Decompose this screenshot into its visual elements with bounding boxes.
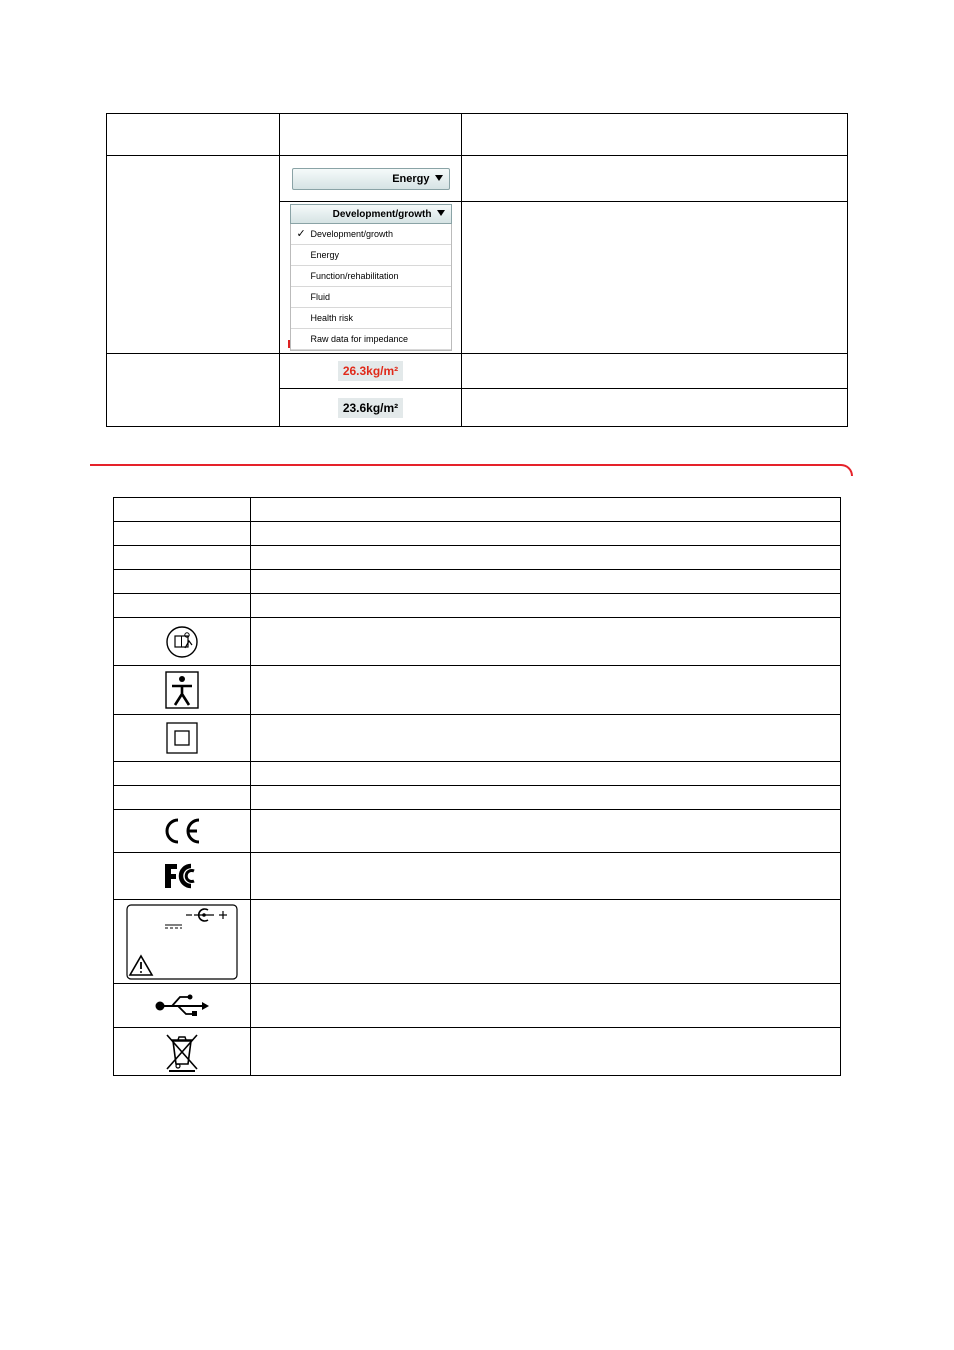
symbol-cell: [114, 522, 251, 546]
symbol-cell: [114, 666, 251, 715]
fcc-mark-icon: [163, 862, 201, 890]
symbol-description: [251, 522, 841, 546]
open-dropdown-description: [462, 202, 848, 354]
dropdown-selected-label: Development/growth: [332, 209, 432, 220]
display-label-cell: [107, 156, 280, 354]
symbol-description: [251, 498, 841, 522]
dropdown-option[interactable]: [291, 266, 451, 287]
high-value-description: [462, 354, 848, 389]
symbol-description: [251, 715, 841, 762]
bmi-high-unit: kg/m²: [366, 364, 399, 378]
symbol-cell: [114, 984, 251, 1028]
symbol-description: [251, 546, 841, 570]
bmi-normal-number: 23.6: [342, 400, 367, 415]
open-dropdown-cell: [280, 202, 462, 354]
dropdown-option-label: Energy: [310, 250, 340, 260]
display-dropdown-open[interactable]: [290, 204, 452, 351]
dropdown-option-list: [290, 224, 452, 351]
dropdown-header[interactable]: [290, 204, 452, 224]
high-value-cell: [280, 354, 462, 389]
symbol-cell: [114, 853, 251, 900]
symbol-description: [251, 1028, 841, 1076]
dropdown-option[interactable]: [291, 224, 451, 245]
symbol-cell: [114, 546, 251, 570]
chevron-down-icon: [437, 210, 445, 216]
ce-mark-icon: [162, 817, 202, 845]
symbol-cell: [114, 1028, 251, 1076]
dropdown-option[interactable]: [291, 308, 451, 329]
symbols-table: [113, 497, 841, 1076]
symbol-cell: [114, 594, 251, 618]
dc-polarity-warning-label-icon: [126, 904, 238, 980]
symbol-cell: [114, 715, 251, 762]
bmi-high-number: 26.3: [342, 364, 367, 378]
symbol-description: [251, 810, 841, 853]
normal-value-cell: [280, 389, 462, 427]
section-divider: [90, 464, 853, 476]
bmi-high-value: [338, 361, 403, 381]
display-dropdown-closed[interactable]: [292, 168, 450, 190]
display-settings-table: [106, 113, 848, 427]
dropdown-option-label: Health risk: [310, 313, 354, 323]
class-ii-equipment-icon: [166, 722, 198, 754]
dropdown-option-label: Function/rehabilitation: [310, 271, 399, 281]
symbol-cell: [114, 762, 251, 786]
symbol-cell: [114, 900, 251, 984]
symbol-description: [251, 618, 841, 666]
checkmark-icon: ✓: [296, 228, 306, 240]
symbol-description: [251, 570, 841, 594]
bmi-normal-value: [338, 398, 403, 418]
symbol-description: [251, 984, 841, 1028]
usb-icon: [154, 993, 210, 1019]
scroll-marker: [288, 340, 290, 348]
symbol-cell: [114, 570, 251, 594]
symbol-description: [251, 900, 841, 984]
dropdown-option[interactable]: [291, 329, 451, 350]
header-cell-1: [107, 114, 280, 156]
bmi-normal-unit: kg/m²: [366, 400, 399, 415]
symbol-cell: [114, 786, 251, 810]
symbol-cell: [114, 810, 251, 853]
dropdown-option[interactable]: [291, 287, 451, 308]
symbol-description: [251, 666, 841, 715]
header-cell-2: [280, 114, 462, 156]
symbol-description: [251, 853, 841, 900]
dropdown-selected-label: Energy: [392, 172, 430, 185]
dropdown-option[interactable]: [291, 245, 451, 266]
weee-bin-icon: [164, 1032, 200, 1072]
dropdown-option-label: Development/growth: [310, 229, 394, 239]
closed-dropdown-cell: [280, 156, 462, 202]
symbol-cell: [114, 618, 251, 666]
chevron-down-icon: [435, 175, 443, 181]
symbol-cell: [114, 498, 251, 522]
type-b-applied-part-icon: [165, 671, 199, 709]
closed-dropdown-description: [462, 156, 848, 202]
normal-value-description: [462, 389, 848, 427]
value-label-cell: [107, 354, 280, 427]
operator-manual-icon: [165, 625, 199, 659]
symbol-description: [251, 762, 841, 786]
symbol-description: [251, 594, 841, 618]
dropdown-option-label: Raw data for impedance: [310, 334, 409, 344]
dropdown-option-label: Fluid: [310, 292, 331, 302]
header-cell-3: [462, 114, 848, 156]
symbol-description: [251, 786, 841, 810]
